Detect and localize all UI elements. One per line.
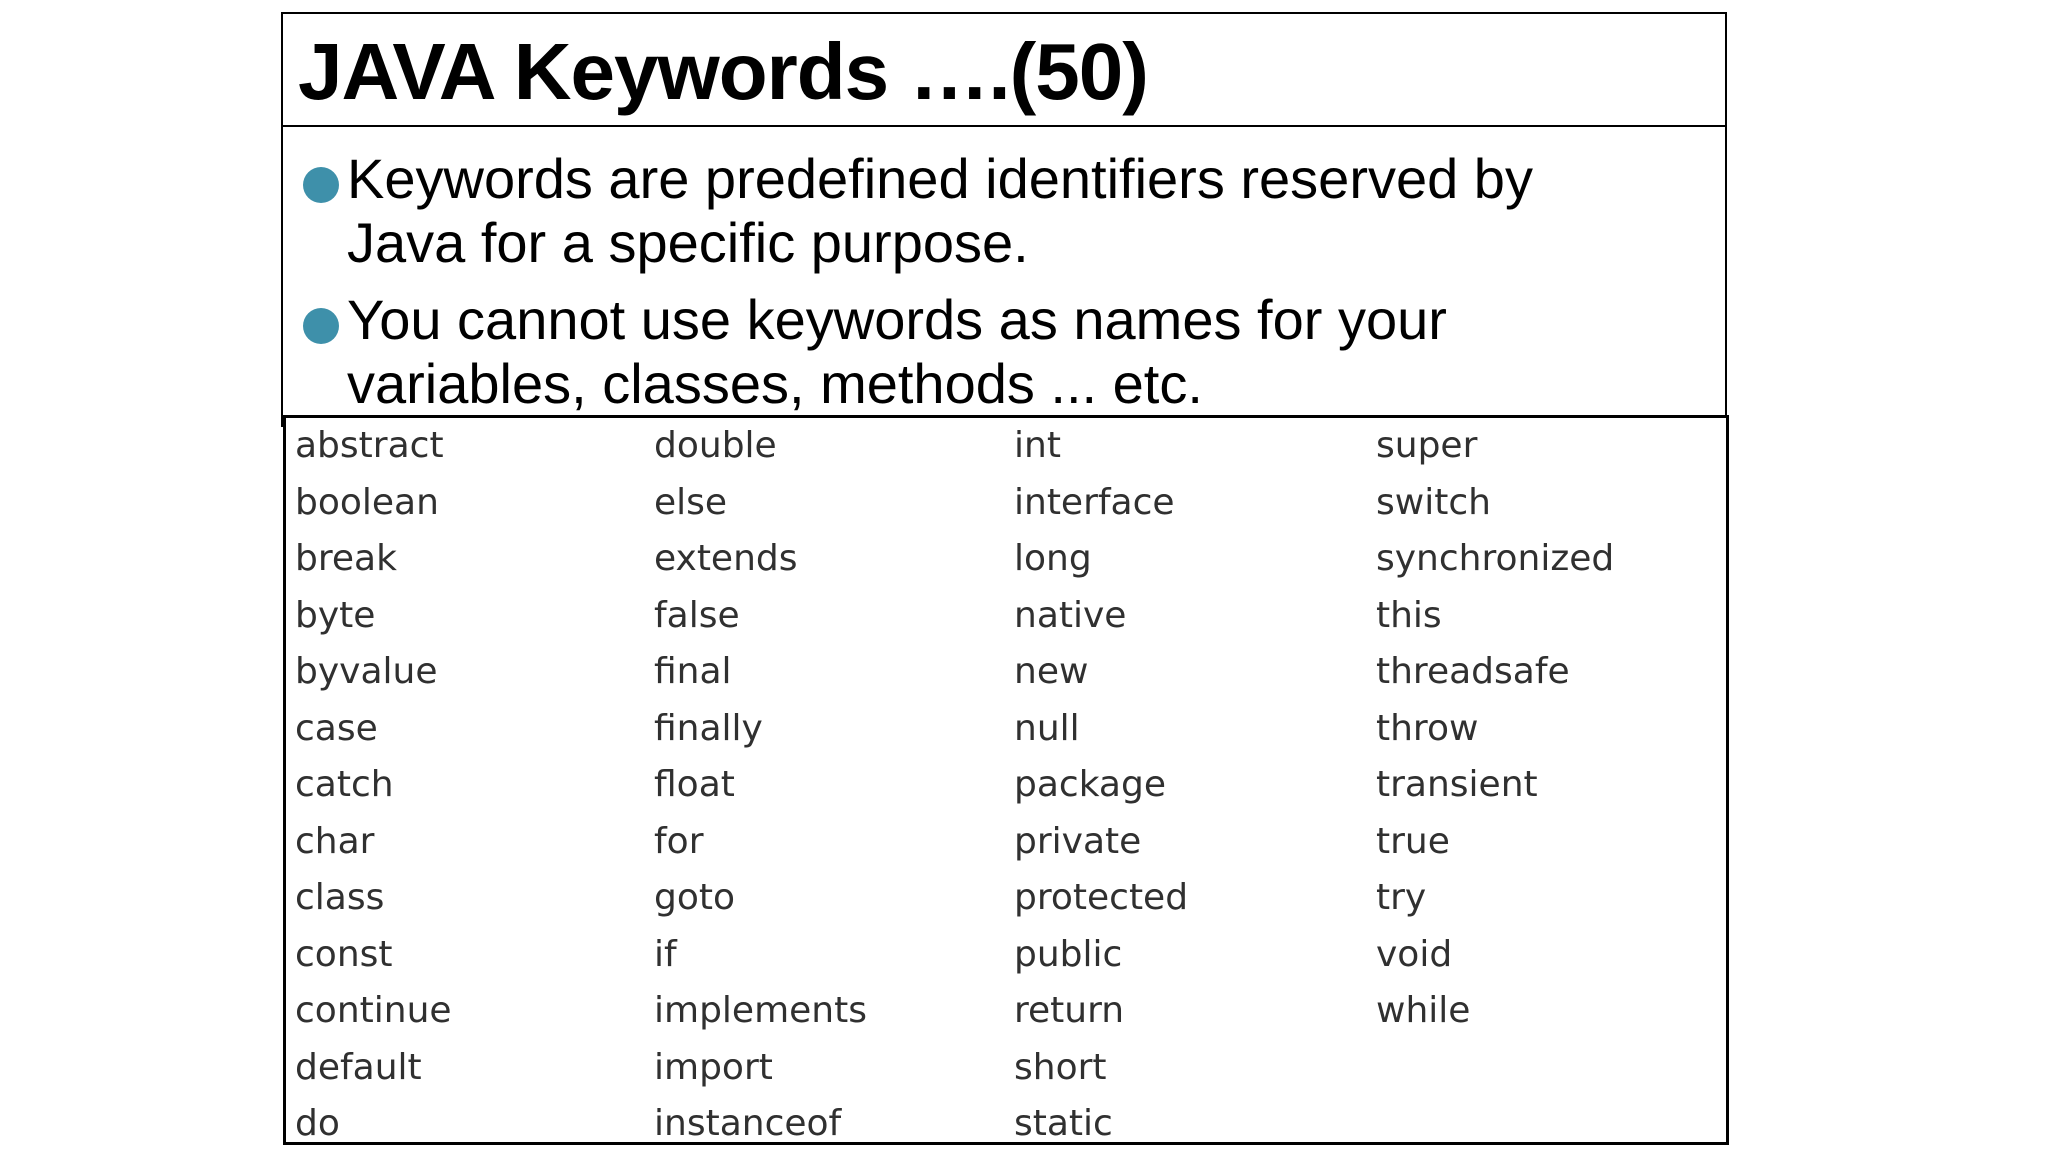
keyword-cell: long: [1014, 538, 1092, 579]
keyword-cell: float: [654, 764, 735, 805]
bullet-text: [347, 147, 1707, 275]
keyword-cell: super: [1376, 425, 1478, 466]
keyword-cell: default: [295, 1046, 422, 1088]
keyword-cell: for: [654, 820, 704, 862]
keyword-cell: true: [1376, 820, 1450, 862]
keyword-cell: null: [1014, 707, 1080, 749]
keyword-cell: protected: [1014, 877, 1189, 918]
keyword-cell: finally: [654, 707, 763, 749]
keyword-cell: void: [1376, 933, 1453, 975]
keyword-cell: interface: [1014, 481, 1175, 523]
keyword-cell: public: [1014, 933, 1123, 975]
keyword-cell: continue: [295, 990, 452, 1031]
keyword-cell: return: [1014, 990, 1125, 1031]
keyword-cell: synchronized: [1376, 538, 1615, 579]
keyword-cell: if: [654, 933, 677, 975]
keyword-cell: byvalue: [295, 651, 438, 692]
bullet-list: [281, 127, 1727, 427]
keyword-cell: this: [1376, 594, 1442, 636]
keyword-cell: threadsafe: [1376, 651, 1570, 692]
bullet-line: Java for a specific purpose.: [347, 211, 1029, 274]
keyword-cell: implements: [654, 990, 867, 1031]
keyword-cell: instanceof: [654, 1103, 842, 1144]
keyword-cell: int: [1014, 425, 1061, 466]
bullet-line: You cannot use keywords as names for your: [347, 288, 1447, 351]
keywords-column: [295, 418, 452, 1153]
slide: [281, 12, 1729, 1152]
keyword-cell: private: [1014, 820, 1142, 862]
keyword-cell: static: [1014, 1103, 1113, 1144]
keywords-column: [654, 418, 867, 1153]
keywords-column: [1376, 418, 1614, 1040]
keyword-cell: final: [654, 651, 732, 692]
keyword-cell: break: [295, 538, 397, 579]
title-box: [281, 12, 1727, 127]
keyword-cell: case: [295, 707, 378, 749]
keyword-cell: class: [295, 877, 385, 918]
keyword-cell: catch: [295, 764, 394, 805]
keyword-cell: boolean: [295, 481, 439, 523]
keyword-cell: throw: [1376, 707, 1479, 749]
bullet-line: variables, classes, methods ... etc.: [347, 352, 1203, 415]
keywords-column: [1014, 418, 1188, 1153]
slide-title: JAVA Keywords ….(50): [298, 27, 1148, 116]
keyword-cell: char: [295, 820, 375, 862]
bullet-dot-icon: [303, 167, 339, 203]
keyword-cell: import: [654, 1046, 773, 1088]
keyword-cell: while: [1376, 990, 1471, 1031]
keyword-cell: abstract: [295, 425, 444, 466]
keyword-cell: double: [654, 425, 777, 466]
keyword-cell: try: [1376, 877, 1427, 918]
keyword-cell: const: [295, 933, 393, 975]
keyword-cell: short: [1014, 1046, 1107, 1088]
keyword-cell: false: [654, 594, 740, 636]
keyword-cell: native: [1014, 594, 1127, 636]
keyword-cell: transient: [1376, 764, 1538, 805]
bullet-dot-icon: [303, 308, 339, 344]
keyword-cell: goto: [654, 877, 736, 918]
keyword-cell: do: [295, 1103, 340, 1144]
keyword-cell: extends: [654, 538, 798, 579]
keyword-cell: new: [1014, 651, 1089, 692]
keyword-cell: else: [654, 481, 728, 523]
bullet-line: Keywords are predefined identifiers reserved by: [347, 147, 1533, 210]
bullet-text: [347, 288, 1707, 416]
keywords-table: [283, 415, 1729, 1145]
keyword-cell: byte: [295, 594, 376, 636]
keyword-cell: switch: [1376, 481, 1491, 523]
keyword-cell: package: [1014, 764, 1166, 805]
